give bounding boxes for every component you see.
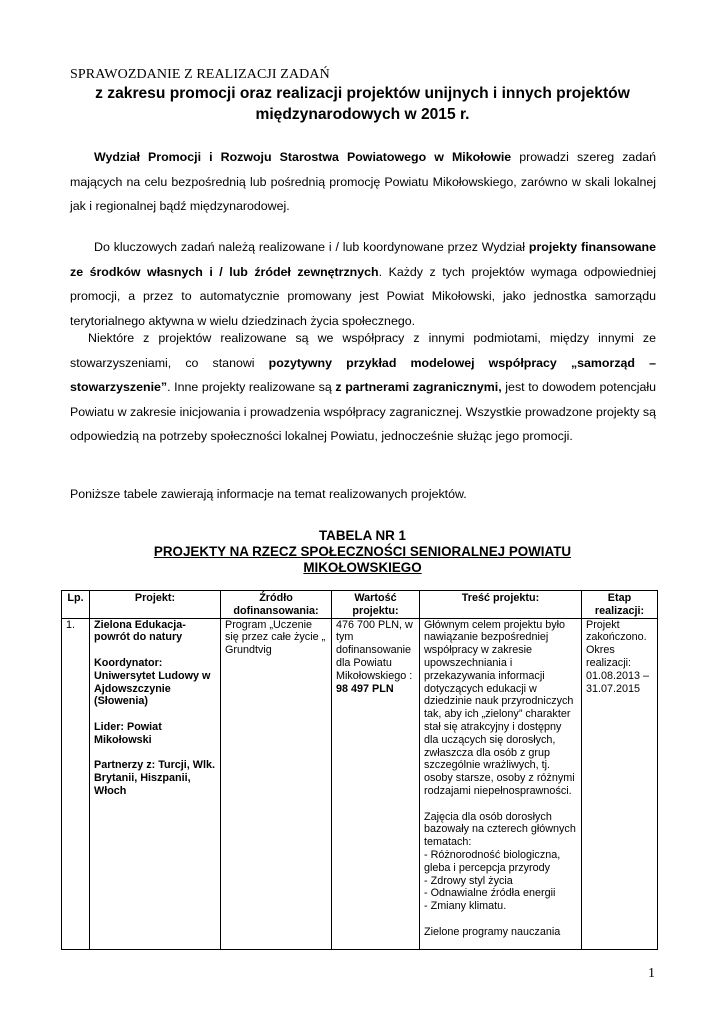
cell-value [332,618,420,949]
column-header-content: Treść projektu: [420,591,582,619]
intro-paragraph-3-middle: . Inne projekty realizowane są [167,380,336,394]
intro-paragraph-4: Poniższe tabele zawierają informacje na temat realizowanych projektów. [70,487,467,501]
projects-table [61,590,658,950]
report-title: SPRAWOZDANIE Z REALIZACJI ZADAŃ [70,67,330,82]
intro-paragraph-2-start: Do kluczowych zadań należą realizowane i / lub koordynowane przez Wydział [94,240,529,254]
column-header-lp: Lp. [62,591,90,619]
intro-paragraph-2 [70,235,656,333]
content-paragraph-3: Zielone programy nauczania [424,925,561,938]
report-subtitle-line-1: z zakresu promocji oraz realizacji projektów unijnych i innych projektów [95,85,630,102]
department-name: Wydział Promocji i Rozwoju Starostwa Powiatowego w Mikołowie [94,150,512,164]
table-1-number: TABELA NR 1 [318,528,407,543]
cell-content [420,618,582,949]
intro-paragraph-3-start: Niektóre z projektów realizowane są we współpracy z innymi podmiotami, między innymi ze stowarzyszeniami, co stanowi [70,331,656,370]
project-coordinator: Koordynator: Uniwersytet Ludowy w Ajdowszczynie (Słowenia) [94,656,211,708]
content-list-item: - Odnawialne źródła energii [424,887,556,900]
column-header-value: Wartość projektu: [332,591,420,619]
table-row [62,618,658,949]
content-list-item: - Zmiany klimatu. [424,900,507,913]
intro-paragraph-1 [70,145,656,219]
cell-stage: Projekt zakończono. Okres realizacji: 01.08.2013 – 31.07.2015 [582,618,658,949]
intro-paragraph-1-text: prowadzi szereg zadań mających na celu bezpośrednią lub pośrednią promocję Powiatu Mikołowskiego, zarówno w skali lokalnej jak i regionalnej bądź międzynarodowej. [70,150,656,213]
intro-paragraph-2-emphasis: projekty finansowane ze środków własnych i / lub źródeł zewnętrznych [70,240,656,279]
column-header-source: Źródło dofinansowania: [221,591,332,619]
table-header-row [62,591,658,619]
table-1-title-line-1: PROJEKTY NA RZECZ SPOŁECZNOŚCI SENIORALNEJ POWIATU [153,544,572,559]
content-paragraph-1: Głównym celem projektu było nawiązanie bezpośredniej współpracy w zakresie upowszechniania i przekazywania informacji dotyczących edukacji w dziedzinie nauk przyrodniczych tak, aby ich „zielony” charakter stał się atrakcyjny i dostępny dla uczących się dorosłych, zwłaszcza dla osób z grup szczególnie wrażliwych, tj. osoby starsze, osoby z różnymi rodzajami niepełnosprawności. [424,618,575,797]
page-number: 1 [648,966,655,981]
intro-paragraph-3-emphasis-1: pozytywny przykład modelowej współpracy „samorząd – stowarzyszenie” [70,355,656,394]
content-paragraph-2: Zajęcia dla osób dorosłych bazowały na czterech głównych tematach: [424,810,576,849]
project-leader: Lider: Powiat Mikołowski [94,720,162,746]
intro-paragraph-2-text: . Każdy z tych projektów wymaga odpowiedniej promocji, a przez to automatycznie promowany jest Powiat Mikołowski, jako jednostka samorządu terytorialnego aktywna w wielu dziedzinach życia społecznego. [70,264,656,328]
cell-lp: 1. [62,618,90,949]
project-name: Zielona Edukacja-powrót do natury [94,618,186,644]
content-list-item: - Zdrowy styl życia [424,874,513,887]
project-partners: Partnerzy z: Turcji, Wlk. Brytanii, Hiszpanii, Włoch [94,759,215,797]
intro-paragraph-3-emphasis-2: z partnerami zagranicznymi, [335,380,502,394]
intro-paragraph-3-text: jest to dowodem potencjału Powiatu w zakresie inicjowania i prowadzenia współpracy zagranicznej. Wszystkie prowadzone projekty są odpowiedzią na potrzeby społeczności lokalnej Powiatu, jednocześnie służąc jego promocji. [70,380,656,443]
intro-paragraph-3 [70,326,656,449]
value-text: 476 700 PLN, w tym dofinansowanie dla Powiatu Mikołowskiego : [336,618,413,682]
value-amount: 98 497 PLN [336,682,394,695]
column-header-project: Projekt: [90,591,221,619]
report-subtitle-line-2: międzynarodowych w 2015 r. [255,106,470,123]
cell-project [90,618,221,949]
table-1-title-line-2: MIKOŁOWSKIEGO [303,560,422,575]
content-list-item: - Różnorodność biologiczna, gleba i percepcja przyrody [424,848,561,874]
cell-source: Program „Uczenie się przez całe życie „ Grundtvig [221,618,332,949]
column-header-stage: Etap realizacji: [582,591,658,619]
